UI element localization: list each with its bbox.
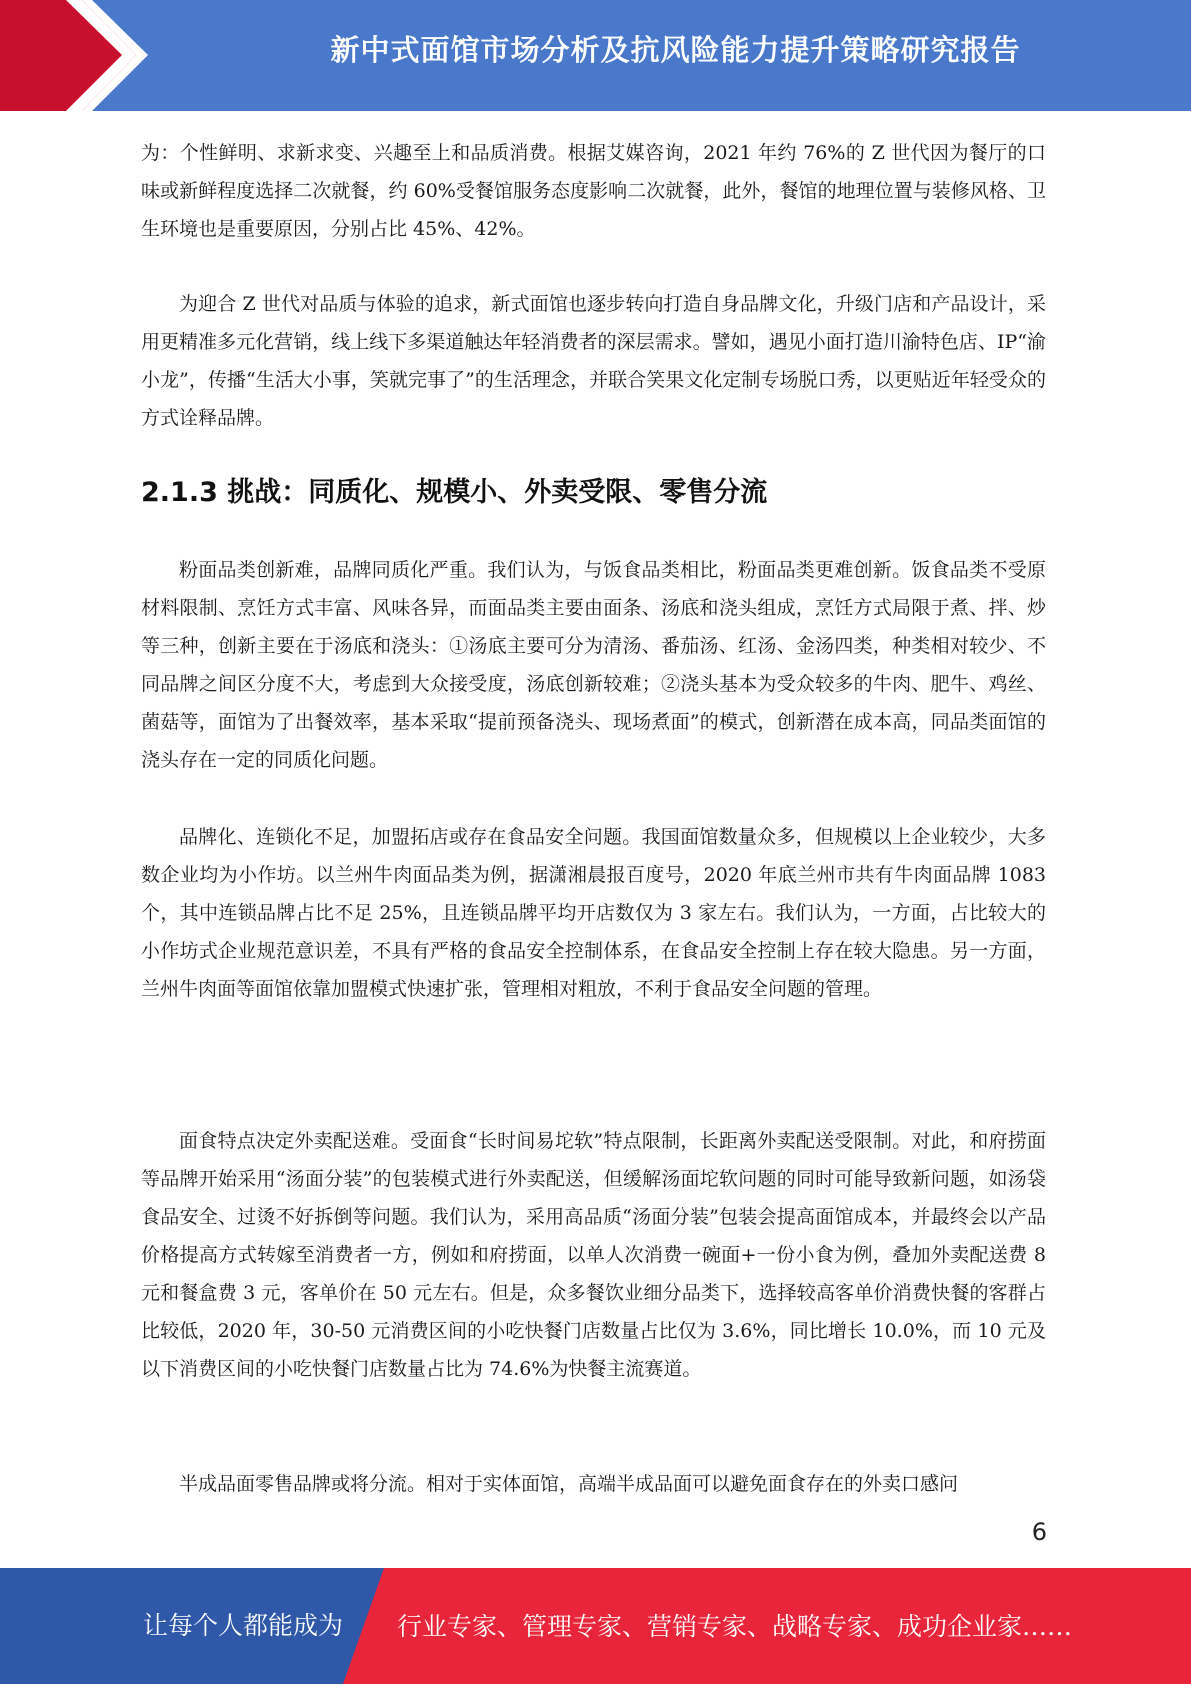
footer-slogan-right: 行业专家、管理专家、营销专家、战略专家、成功企业家…… [397,1612,1073,1641]
paragraph-retail-diversion: 半成品面零售品牌或将分流。相对于实体面馆，高端半成品面可以避免面食存在的外卖口感问 [179,1473,959,1495]
paragraph-brand-culture: 为迎合 Z 世代对品质与体验的追求，新式面馆也逐步转向打造自身品牌文化，升级门店和产品设计，采用更精准多元化营销，线上线下多渠道触达年轻消费者的深层需求。譬如，遇见小面打造川渝特色店、IP“渝小龙”，传播“生活大小事，笑就完事了”的生活理念，并联合笑果文化定制专场脱口秀，以更贴近年轻受众的方式诠释品牌。 [141,293,1046,429]
paragraph-homogenization: 粉面品类创新难，品牌同质化严重。我们认为，与饭食品类相比，粉面品类更难创新。饭食品类不受原材料限制、烹饪方式丰富、风味各异，而面品类主要由面条、汤底和浇头组成，烹饪方式局限于煮、拌、炒等三种，创新主要在于汤底和浇头：①汤底主要可分为清汤、番茄汤、红汤、金汤四类，种类相对较少、不同品牌之间区分度不大，考虑到大众接受度，汤底创新较难；②浇头基本为受众较多的牛肉、肥牛、鸡丝、菌菇等，面馆为了出餐效率，基本采取“提前预备浇头、现场煮面”的模式，创新潜在成本高，同品类面馆的浇头存在一定的同质化问题。 [141,559,1046,771]
page-number: 6 [1031,1518,1047,1546]
paragraph-takeaway-limits: 面食特点决定外卖配送难。受面食“长时间易坨软”特点限制，长距离外卖配送受限制。对此，和府捞面等品牌开始采用“汤面分装”的包装模式进行外卖配送，但缓解汤面坨软问题的同时可能导致新问题，如汤袋食品安全、过烫不好拆倒等问题。我们认为，采用高品质“汤面分装”包装会提高面馆成本，并最终会以产品价格提高方式转嫁至消费者一方，例如和府捞面，以单人次消费一碗面+一份小食为例，叠加外卖配送费 8 元和餐盒费 3 元，客单价在 50 元左右。但是，众多餐饮业细分品类下，选择较高客单价消费快餐的客群占比较低，2020 年，30-50 元消费区间的小吃快餐门店数量占比仅为 3.6%，同比增长 10.0%，而 10 元及以下消费区间的小吃快餐门店数量占比为 74.6%为快餐主流赛道。 [141,1130,1046,1380]
footer-slogan-left: 让每个人都能成为 [143,1611,344,1640]
report-title: 新中式面馆市场分析及抗风险能力提升策略研究报告 [330,33,1021,67]
paragraph-chain-scale: 品牌化、连锁化不足，加盟拓店或存在食品安全问题。我国面馆数量众多，但规模以上企业较少，大多数企业均为小作坊。以兰州牛肉面品类为例，据潇湘晨报百度号，2020 年底兰州市共有牛肉面品牌 1083 个，其中连锁品牌占比不足 25%，且连锁品牌平均开店数仅为 3 家左右。我们认为，一方面，占比较大的小作坊式企业规范意识差，不具有严格的食品安全控制体系，在食品安全控制上存在较大隐患。另一方面，兰州牛肉面等面馆依靠加盟模式快速扩张，管理相对粗放，不利于食品安全问题的管理。 [141,826,1046,1000]
section-heading-challenges: 2.1.3 挑战：同质化、规模小、外卖受限、零售分流 [141,477,768,508]
paragraph-gen-z-preferences: 为：个性鲜明、求新求变、兴趣至上和品质消费。根据艾媒咨询，2021 年约 76%的 Z 世代因为餐厅的口味或新鲜程度选择二次就餐，约 60%受餐馆服务态度影响二次就餐，此外，餐馆的地理位置与装修风格、卫生环境也是重要原因，分别占比 45%、42%。 [141,142,1046,240]
page-footer [0,1568,1191,1684]
page-header [0,0,1191,111]
header-red-chevron [0,0,150,111]
